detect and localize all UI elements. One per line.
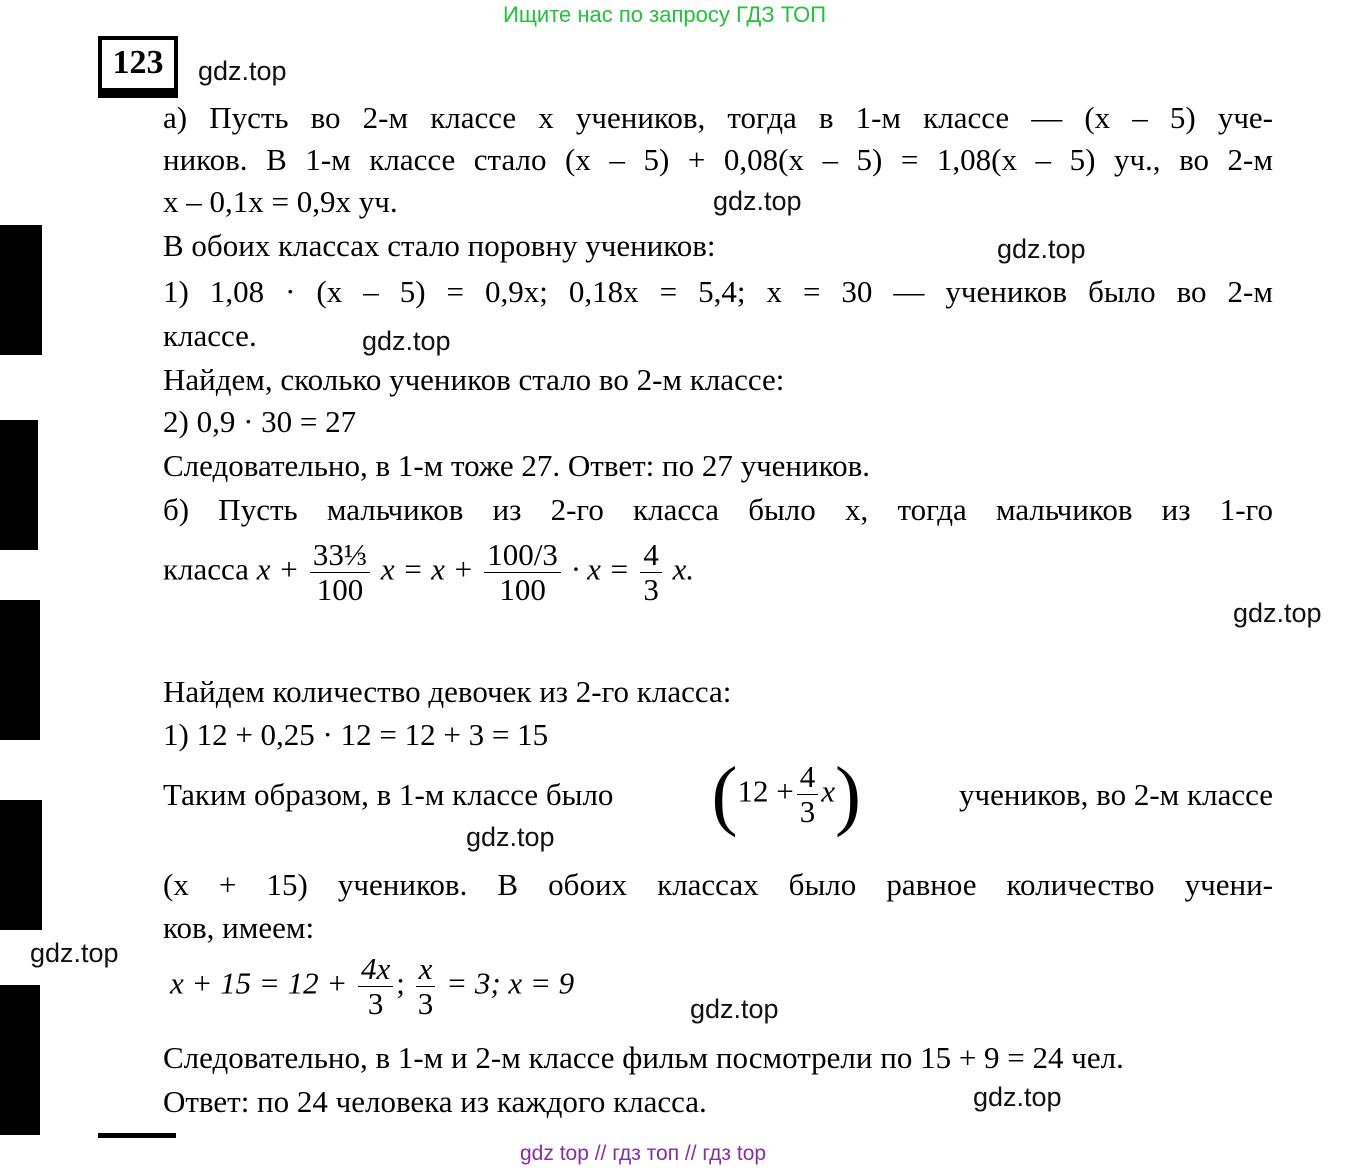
watermark: gdz.top (198, 56, 287, 86)
text-line: классе. (163, 318, 257, 353)
formula-text: учеников, во 2-м классе (959, 776, 1273, 812)
formula-text: x + 15 = 12 + (170, 965, 348, 1001)
text-line: 2) 0,9 · 30 = 27 (163, 404, 357, 439)
watermark: gdz.top (973, 1082, 1062, 1112)
text-line: 1) 12 + 0,25 · 12 = 12 + 3 = 15 (163, 717, 549, 752)
watermark: gdz.top (466, 822, 555, 852)
formula-equation: x + 15 = 12 + $\frac{4x}{3}$ ; $\frac{x}{3}$ = 3; x = 9 (170, 951, 575, 1022)
scan-edge (0, 800, 42, 930)
scan-edge (0, 420, 38, 550)
search-banner[interactable]: Ищите нас по запросу ГДЗ ТОП (503, 2, 827, 27)
watermark: gdz.top (1233, 598, 1322, 628)
text-line: Найдем количество девочек из 2-го класса: (163, 674, 732, 709)
text-line: ков, имеем: (163, 910, 315, 945)
text-line: 1) 1,08 · (x – 5) = 0,9x; 0,18x = 5,4; x = 30 — учеников было во 2-м (163, 274, 1273, 309)
fraction: $\frac{4}{3}$ (640, 538, 662, 607)
text-line: x – 0,1x = 0,9x уч. (163, 184, 398, 219)
text-line: Ответ: по 24 человека из каждого класса. (163, 1084, 707, 1119)
formula-text: Таким образом, в 1-м классе было (163, 776, 614, 812)
text-line: ников. В 1-м классе стало (x – 5) + 0,08(x – 5) = 1,08(x – 5) уч., во 2-м (163, 142, 1273, 177)
formula-text: x. (672, 551, 695, 587)
watermark: gdz.top (30, 938, 119, 968)
fraction: $\frac{4x}{3}$ (358, 952, 393, 1021)
formula-text: x + (256, 551, 300, 587)
fraction: $\frac{\text{33⅓}}{100}$ (310, 538, 370, 607)
fraction: $\frac{100/3}{100}$ (484, 538, 561, 607)
text-line: а) Пусть во 2-м классе x учеников, тогда в 1-м классе — (x – 5) уче- (163, 100, 1273, 135)
formula-text: = 3; x = 9 (446, 965, 575, 1001)
text-line: Найдем, сколько учеников стало во 2-м классе: (163, 362, 785, 397)
text-line: б) Пусть мальчиков из 2-го класса было x, тогда мальчиков из 1-го (163, 492, 1273, 527)
paren-expression: (12 + $\frac{4}{3}$ x) (711, 750, 861, 838)
formula-text: класса (163, 551, 249, 587)
text-line: Следовательно, в 1-м и 2-м классе фильм посмотрели по 15 + 9 = 24 чел. (163, 1040, 1124, 1075)
watermark: gdz.top (690, 994, 779, 1024)
watermark: gdz.top (997, 234, 1086, 264)
text-line: Следовательно, в 1-м тоже 27. Ответ: по 27 учеников. (163, 448, 870, 483)
formula-text: · x = (571, 551, 630, 587)
fraction: $\frac{x}{3}$ (416, 952, 436, 1021)
formula-text: x = x + (380, 551, 474, 587)
scan-edge (0, 985, 40, 1135)
formula-boys (163, 538, 694, 607)
watermark: gdz.top (713, 186, 802, 216)
scan-edge (0, 225, 42, 355)
watermark: gdz.top (362, 326, 451, 356)
footer-links[interactable]: gdz top // гдз топ // гдз top (520, 1142, 767, 1165)
scan-edge (0, 600, 40, 740)
scan-rule (98, 1133, 176, 1138)
text-line: В обоих классах стало поровну учеников: (163, 228, 716, 263)
problem-number: 123 (98, 36, 178, 98)
text-line: (x + 15) учеников. В обоих классах было равное количество учени- (163, 867, 1273, 902)
